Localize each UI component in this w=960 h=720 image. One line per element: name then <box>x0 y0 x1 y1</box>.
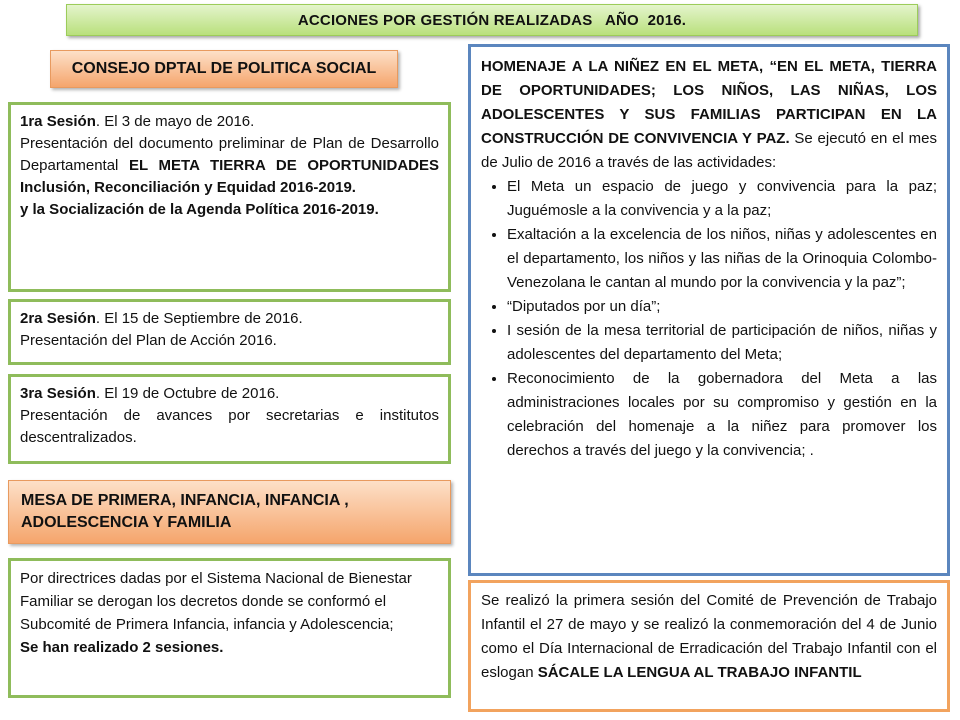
page-title: ACCIONES POR GESTIÓN REALIZADAS AÑO 2016. <box>297 11 687 29</box>
mesa-body-box <box>8 558 451 698</box>
trabajo-text: Se realizó la primera sesión del Comité de Prevención de Trabajo Infantil el 27 de mayo y se realizó la conmemoración del 4 de Junio como el Día Internacional de Erradicación del Trabajo Infantil con el eslogan <box>481 592 937 681</box>
list-item: • “Diputados por un día”; <box>507 295 937 319</box>
list-item: • El Meta un espacio de juego y convivencia para la paz; Juguémosle a la convivencia y a la paz; <box>507 175 937 223</box>
sesion-1-agenda: y la Socialización de la Agenda Política 2016-2019. <box>20 201 379 218</box>
sesion-3-text: Presentación de avances por secretarias e institutos descentralizados. <box>20 407 439 446</box>
homenaje-title: HOMENAJE A LA NIÑEZ EN EL META, “EN EL META, TIERRA DE OPORTUNIDADES; LOS NIÑOS, LAS NIÑAS, LOS ADOLESCENTES Y SUS FAMILIAS PARTICIPAN EN LA CONSTRUCCIÓN DE CONVIVENCIA Y PAZ. <box>481 58 937 147</box>
homenaje-activities-list <box>481 175 937 463</box>
sesion-1-plan-title: EL META TIERRA DE OPORTUNIDADES Inclusión, Reconciliación y Equidad 2016-2019. <box>20 157 439 196</box>
sesion-3-box <box>8 374 451 464</box>
trabajo-eslogan: SÁCALE LA LENGUA AL TRABAJO INFANTIL <box>537 664 862 681</box>
consejo-header-label: CONSEJO DPTAL DE POLITICA SOCIAL <box>71 60 377 77</box>
sesion-2-date: . El 15 de Septiembre de 2016. <box>95 310 303 327</box>
sesion-1-box <box>8 102 451 292</box>
list-item: • I sesión de la mesa territorial de participación de niños, niñas y adolescentes del departamento del Meta; <box>507 319 937 367</box>
consejo-header <box>50 50 398 88</box>
sesion-3-date: . El 19 de Octubre de 2016. <box>95 385 280 402</box>
mesa-header <box>8 480 451 544</box>
sesion-2-text: Presentación del Plan de Acción 2016. <box>20 332 277 349</box>
sesion-1-label: 1ra Sesión <box>20 113 96 130</box>
mesa-text: Por directrices dadas por el Sistema Nacional de Bienestar Familiar se derogan los decretos donde se conformó el Subcomité de Primera Infancia, infancia y Adolescencia; <box>20 570 412 633</box>
list-item: • Reconocimiento de la gobernadora del Meta a las administraciones locales por su compromiso y gestión en la celebración del homenaje a la niñez para promover los derechos a través del juego y la convivencia; . <box>507 367 937 463</box>
homenaje-intro <box>481 55 937 175</box>
mesa-sessions-count: Se han realizado 2 sesiones. <box>20 639 224 656</box>
homenaje-box <box>468 44 950 576</box>
list-item: • Exaltación a la excelencia de los niños, niñas y adolescentes en el departamento, los niños y las niñas de la Orinoquia Colombo- Venezolana le cantan al mundo por la convivencia y la paz”; <box>507 223 937 295</box>
sesion-2-box <box>8 299 451 365</box>
sesion-2-label: 2ra Sesión <box>20 310 96 327</box>
sesion-1-date: . El 3 de mayo de 2016. <box>95 113 255 130</box>
trabajo-infantil-box <box>468 580 950 712</box>
page-title-banner <box>66 4 918 36</box>
homenaje-intro-text: Se ejecutó en el mes de Julio de 2016 a través de las actividades: <box>481 130 937 171</box>
sesion-1-text: Presentación del documento preliminar de Plan de Desarrollo Departamental <box>20 135 439 174</box>
sesion-3-label: 3ra Sesión <box>20 385 96 402</box>
mesa-header-label: MESA DE PRIMERA, INFANCIA, INFANCIA , ADOLESCENCIA Y FAMILIA <box>21 492 349 531</box>
